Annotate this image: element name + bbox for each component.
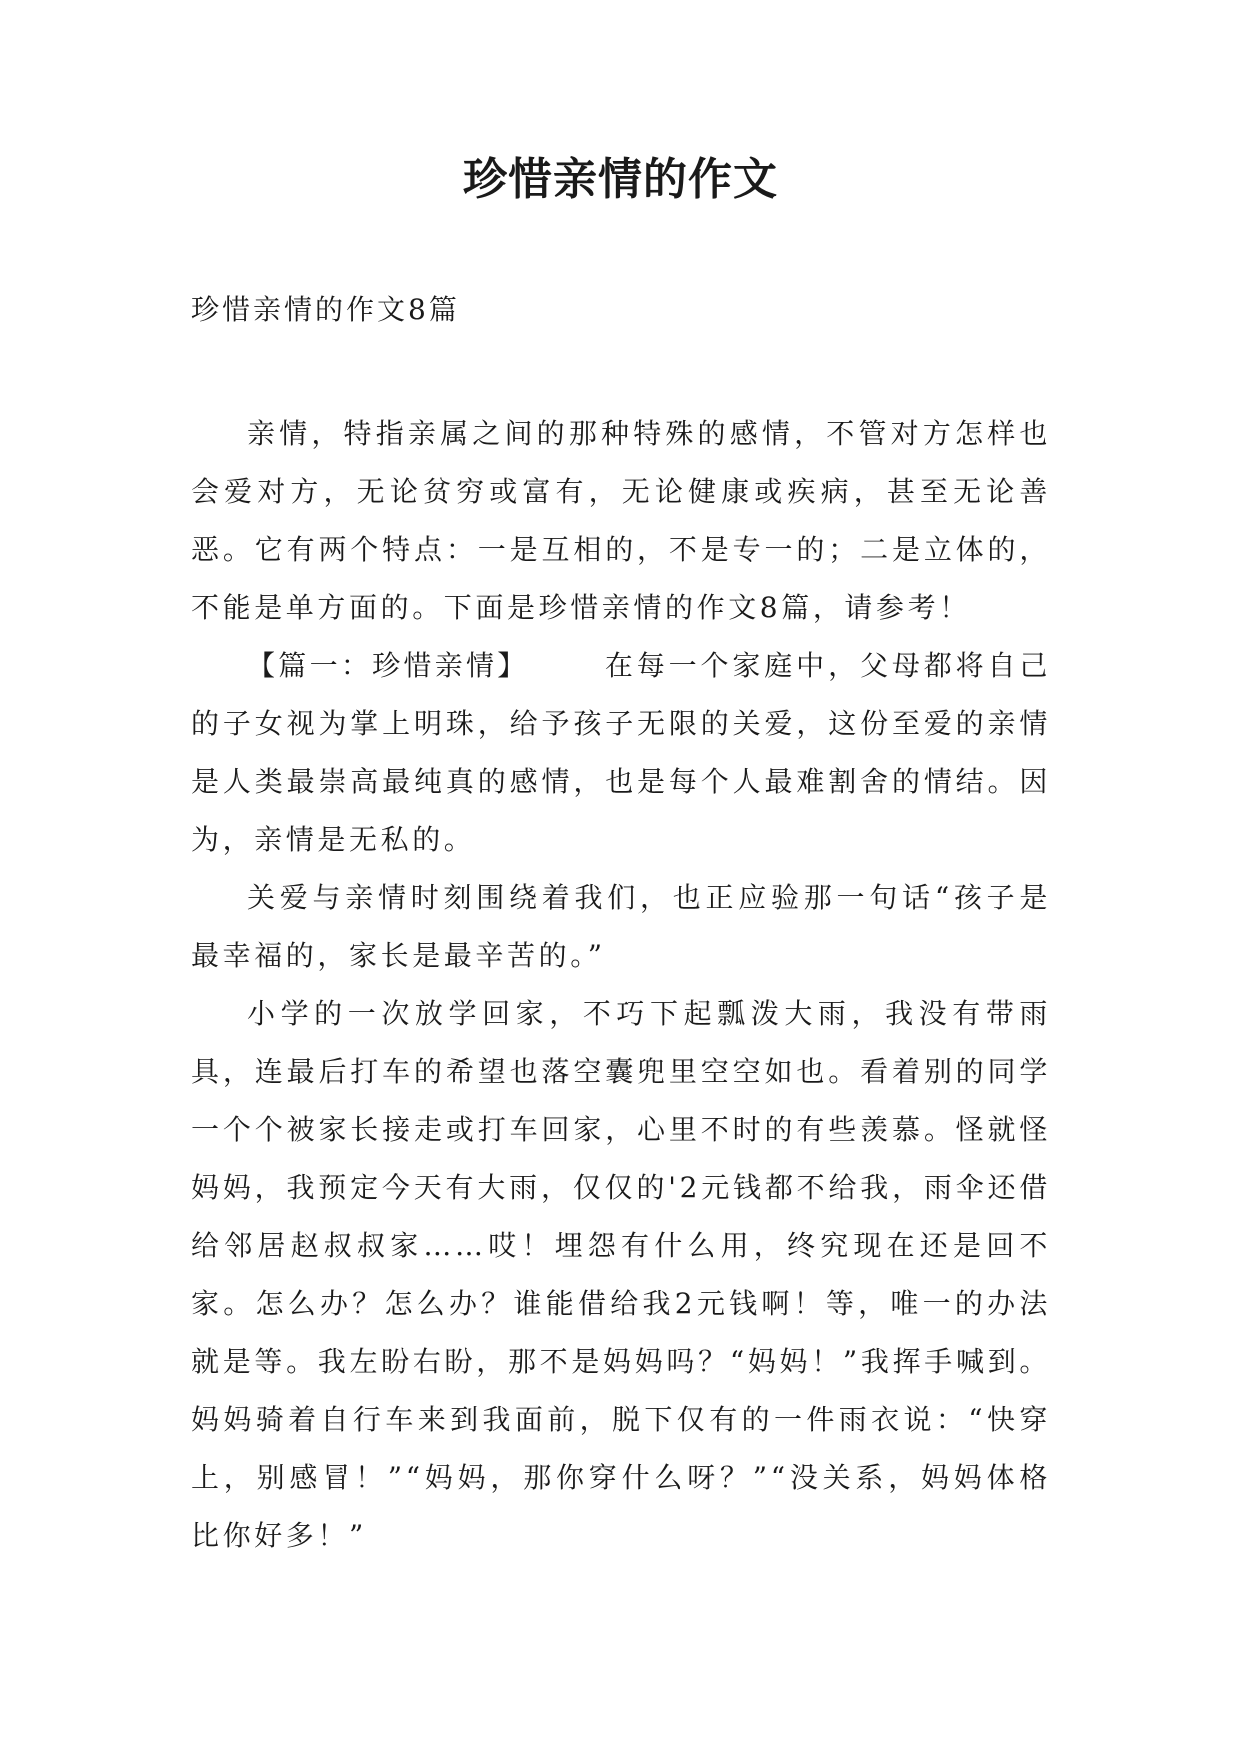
section-1-first-paragraph: [191, 637, 1051, 869]
document-title: 珍惜亲情的作文: [463, 154, 778, 205]
section-1-heading: 【篇一：珍惜亲情】: [247, 649, 529, 682]
section-1-paragraph-2: 关爱与亲情时刻围绕着我们，也正应验那一句话“孩子是最幸福的，家长是最辛苦的。”: [191, 881, 1051, 972]
document-body: [191, 405, 1051, 1565]
document-subtitle: 珍惜亲情的作文8篇: [191, 293, 460, 326]
section-1-paragraph-3: 小学的一次放学回家，不巧下起瓢泼大雨，我没有带雨具，连最后打车的希望也落空囊兜里空空如也。看着别的同学一个个被家长接走或打车回家，心里不时的有些羡慕。怪就怪妈妈，我预定今天有大雨，仅仅的'2元钱都不给我，雨伞还借给邻居赵叔叔家……哎！埋怨有什么用，终究现在还是回不家。怎么办？怎么办？谁能借给我2元钱啊！等，唯一的办法就是等。我左盼右盼，那不是妈妈吗？“妈妈！”我挥手喊到。妈妈骑着自行车来到我面前，脱下仅有的一件雨衣说：“快穿上，别感冒！”“妈妈，那你穿什么呀？”“没关系，妈妈体格比你好多！”: [191, 997, 1051, 1552]
section-1-paragraph-1: 在每一个家庭中，父母都将自己的子女视为掌上明珠，给予孩子无限的关爱，这份至爱的亲情是人类最崇高最纯真的感情，也是每个人最难割舍的情结。因为，亲情是无私的。: [191, 649, 1051, 856]
intro-paragraph: 亲情，特指亲属之间的那种特殊的感情，不管对方怎样也会爱对方，无论贫穷或富有，无论健康或疾病，甚至无论善恶。它有两个特点：一是互相的，不是专一的；二是立体的，不能是单方面的。下面是珍惜亲情的作文8篇，请参考！: [191, 417, 1051, 624]
